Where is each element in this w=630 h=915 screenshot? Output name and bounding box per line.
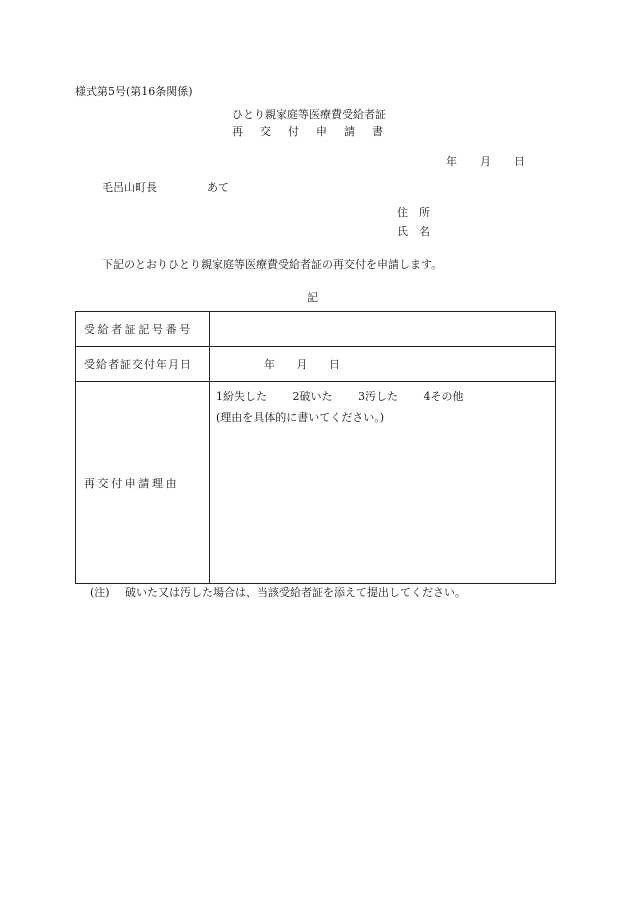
reason-option-other[interactable]: 4その他 (423, 390, 464, 403)
issue-date-year: 年 (264, 358, 275, 371)
reason-label: 再交付申請理由 (84, 476, 180, 490)
document-title: ひとり親家庭等医療費受給者証 (232, 108, 386, 121)
date-year-label: 年 (446, 155, 457, 168)
ki-heading: 記 (307, 291, 318, 304)
reason-option-lost[interactable]: 1紛失した (216, 390, 267, 403)
application-table (75, 311, 556, 584)
issue-date-field[interactable] (210, 347, 556, 382)
table-row (76, 312, 556, 347)
cert-number-field[interactable] (210, 312, 556, 347)
cert-number-label-cell (76, 312, 210, 347)
reason-option-dirty[interactable]: 3汚した (358, 390, 398, 403)
issue-date-month: 月 (296, 358, 308, 371)
reason-options (216, 388, 549, 404)
date-month-label: 月 (480, 155, 491, 168)
addressee-suffix: あて (207, 181, 229, 194)
issue-date-label: 受給者証交付年月日 (84, 358, 192, 371)
cert-number-label: 受給者証記号番号 (84, 323, 193, 336)
applicant-address-label: 住 所 (397, 206, 430, 219)
note-text: 破いた又は汚した場合は、当該受給者証を添えて提出してください。 (125, 586, 466, 599)
reason-note: (理由を具体的に書いてください。) (216, 411, 385, 424)
reason-label-cell (76, 382, 210, 584)
table-row (76, 382, 556, 584)
reason-field[interactable] (210, 382, 556, 584)
note-prefix: (注) (90, 586, 110, 599)
date-day-label: 日 (514, 155, 525, 168)
addressee-name: 毛呂山町長 (102, 181, 157, 194)
request-statement: 下記のとおりひとり親家庭等医療費受給者証の再交付を申請します。 (102, 258, 443, 271)
document-subtitle: 再交付申請書 (232, 125, 400, 138)
issue-date-label-cell (76, 347, 210, 382)
form-number: 様式第5号(第16条関係) (75, 85, 193, 98)
applicant-name-label: 氏 名 (397, 225, 430, 238)
table-row (76, 347, 556, 382)
issue-date-day: 日 (329, 358, 340, 371)
reason-option-torn[interactable]: 2破いた (292, 390, 333, 403)
